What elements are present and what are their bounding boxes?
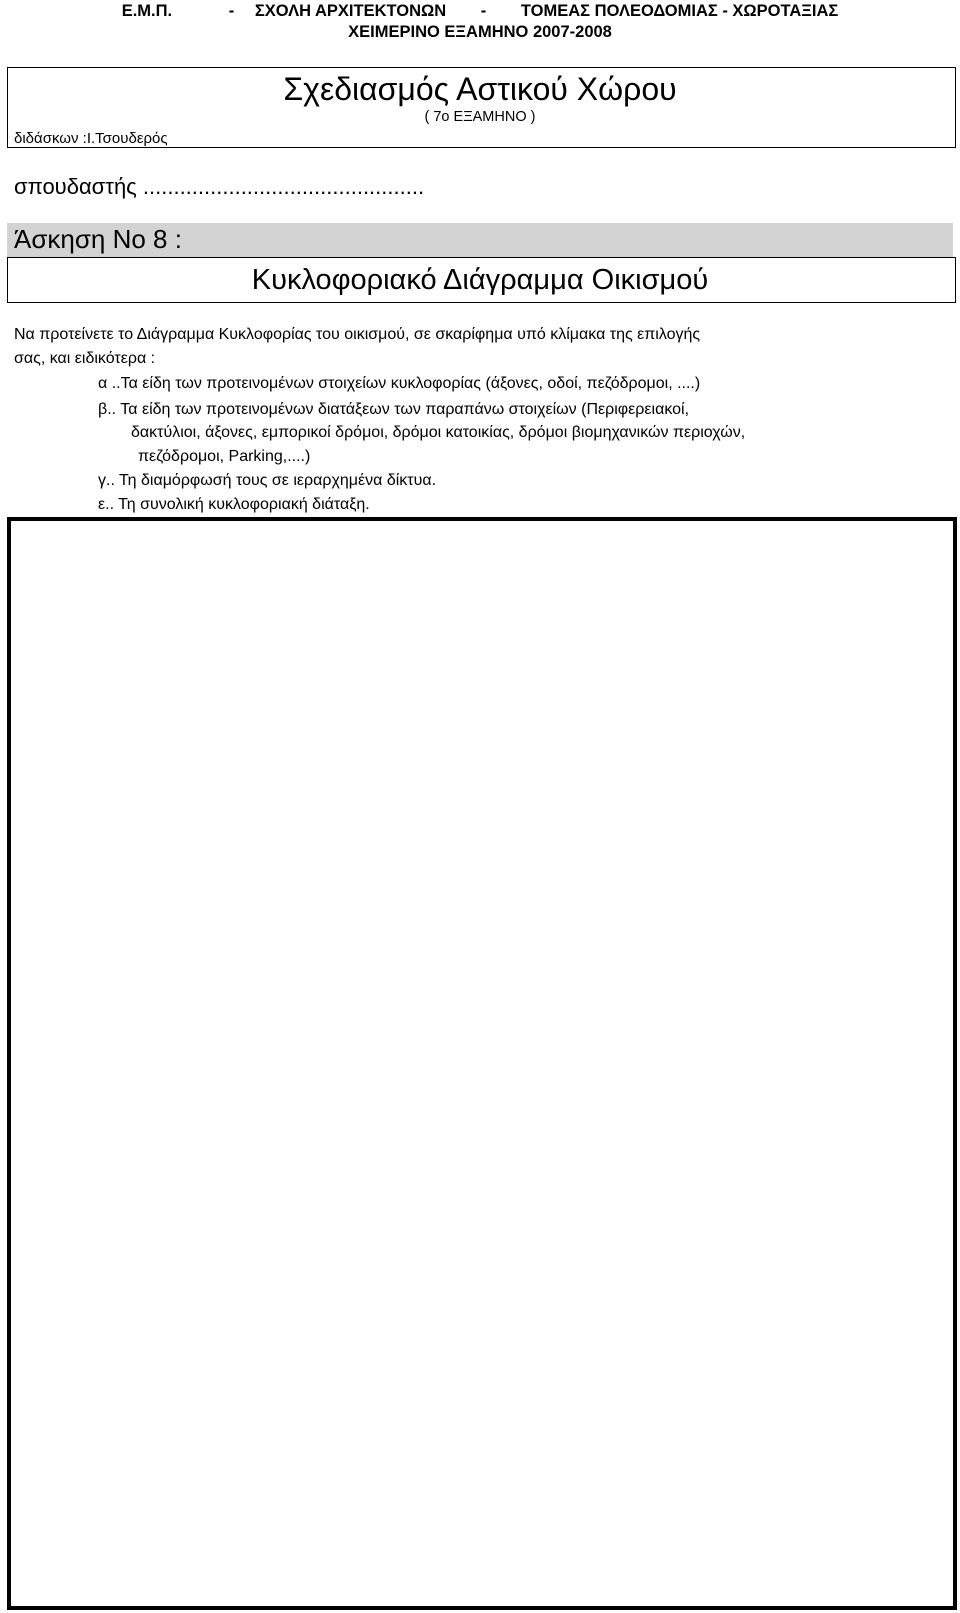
student-name-field[interactable]: σπουδαστής ..............................................	[14, 174, 425, 199]
faculty-name: ΣΧΟΛΗ ΑΡΧΙΤΕΚΤΟΝΩΝ	[254, 2, 447, 20]
instructions-intro-line1: Να προτείνετε το Διάγραμμα Κυκλοφορίας του οικισμού, σε σκαρίφημα υπό κλίμακα της επιλογής	[14, 326, 701, 343]
instruction-item-b-line1: β.. Τα είδη των προτεινομένων διατάξεων των παραπάνω στοιχείων (Περιφερειακοί,	[98, 401, 690, 418]
exercise-title: Κυκλοφοριακό Διάγραμμα Οικισμού	[251, 264, 709, 296]
semester-line: ΧΕΙΜΕΡΙΝΟ ΕΞΑΜΗΝΟ 2007-2008	[348, 23, 612, 41]
drawing-area[interactable]	[7, 517, 957, 1610]
instruction-item-c: γ.. Τη διαμόρφωσή τους σε ιεραρχημένα δίκτυα.	[98, 472, 437, 489]
instruction-item-e: ε.. Τη συνολική κυκλοφοριακή διάταξη.	[98, 496, 370, 513]
school-name: Ε.Μ.Π.	[121, 2, 173, 20]
course-semester: ( 7ο ΕΞΑΜΗΝΟ )	[424, 109, 536, 125]
header-separator: -	[228, 2, 235, 20]
header-institution-line	[0, 1, 960, 21]
instruction-item-a: α ..Τα είδη των προτεινομένων στοιχείων κυκλοφορίας (άξονες, οδοί, πεζόδρομοι, ....)	[98, 375, 701, 392]
instruction-item-b-line3: πεζόδρομοι, Parking,....)	[138, 448, 311, 465]
course-title: Σχεδιασμός Αστικού Χώρου	[283, 71, 677, 107]
instructor-name: διδάσκων :Ι.Τσουδερός	[14, 130, 168, 147]
department-name: ΤΟΜΕΑΣ ΠΟΛΕΟΔΟΜΙΑΣ - ΧΩΡΟΤΑΞΙΑΣ	[520, 2, 839, 20]
instruction-item-b-line2: δακτύλιοι, άξονες, εμπορικοί δρόμοι, δρόμοι κατοικίας, δρόμοι βιομηχανικών περιοχών,	[131, 424, 746, 441]
exercise-label: Άσκηση Νο 8 :	[14, 224, 182, 254]
header-separator: -	[480, 2, 487, 20]
instructions-intro-line2: σας, και ειδικότερα :	[14, 350, 156, 367]
